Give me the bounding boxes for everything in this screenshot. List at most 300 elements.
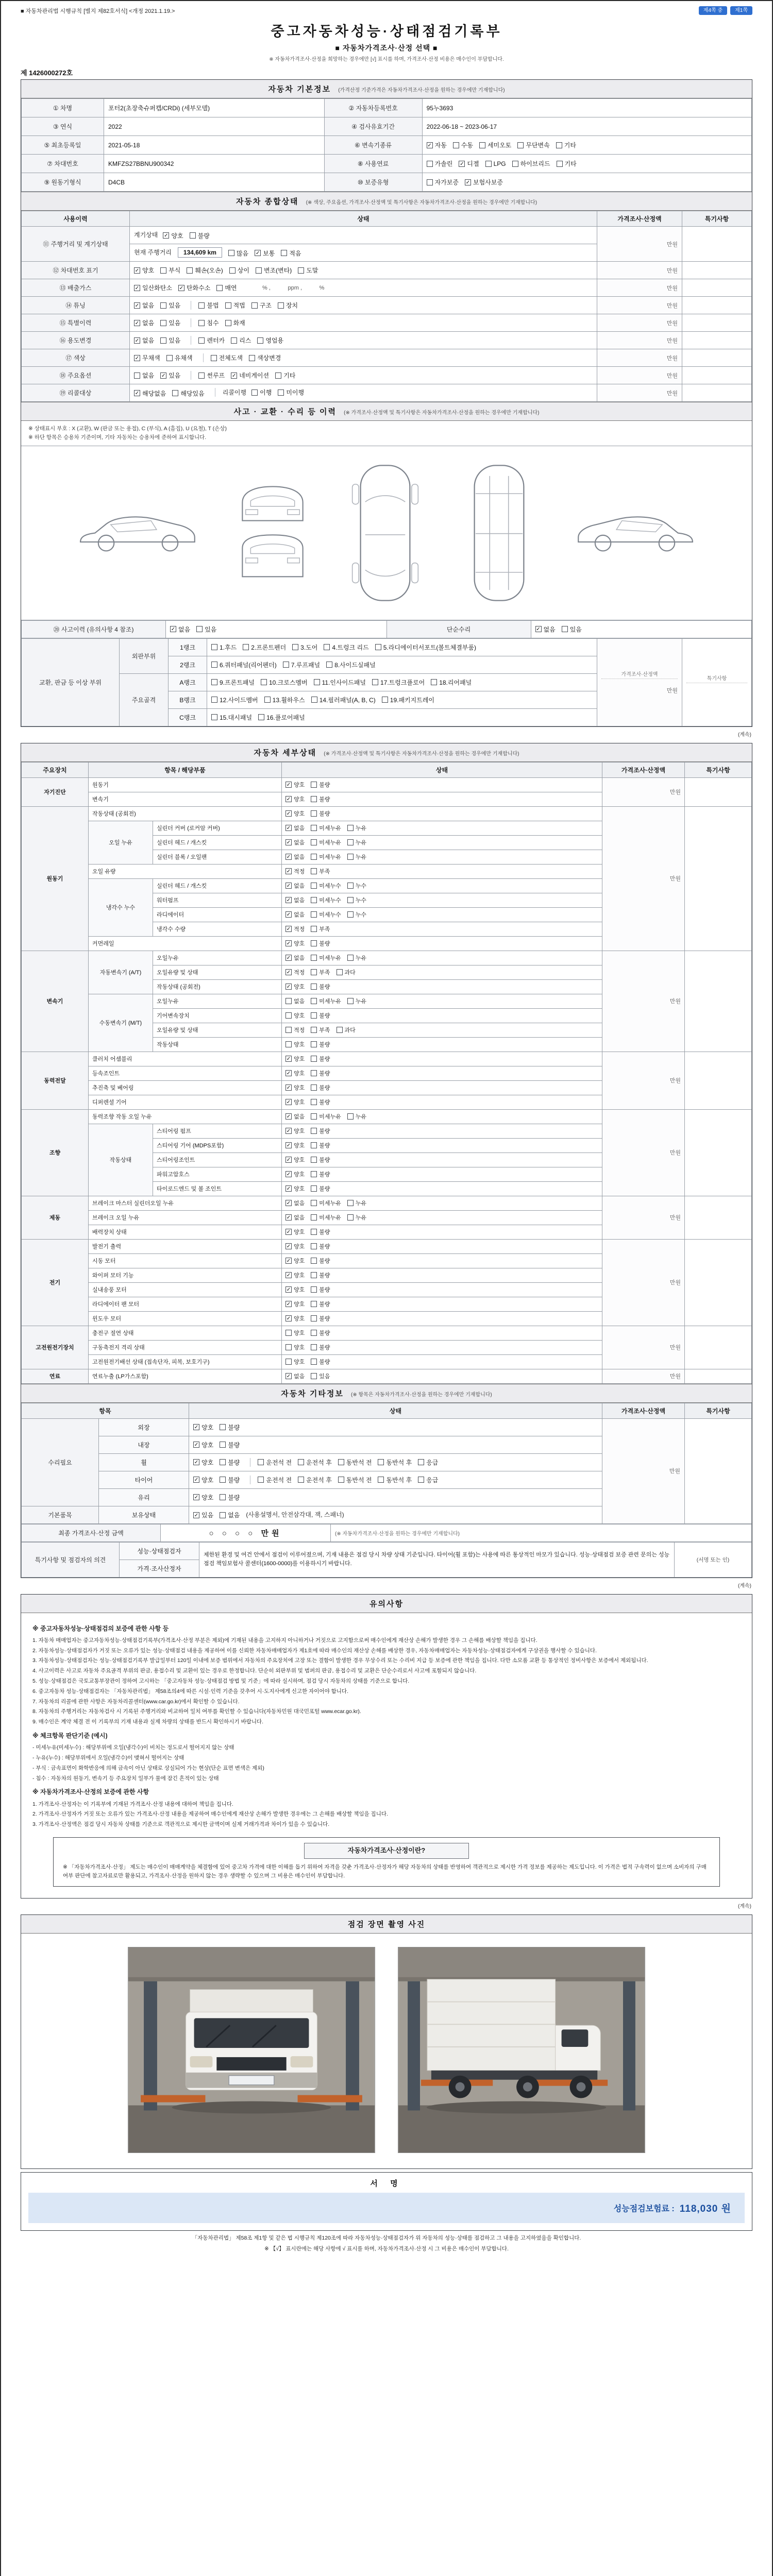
damage-code-legend-line2: ※ 하단 항목은 승용차 기준이며, 기타 자동차는 승용차에 준하여 표시합니다. [28, 434, 207, 440]
checkbox-box-icon [311, 839, 317, 845]
basic-info-body [21, 98, 752, 192]
sub-group-label: 수동변속기 (M/T) [89, 994, 153, 1052]
checkbox-label: 미세누유 [319, 955, 341, 962]
checkbox-label: 영업용 [265, 337, 284, 344]
checkbox-label: 양호 [294, 1172, 305, 1178]
row-value [130, 279, 597, 297]
section-etc-header [21, 1384, 752, 1403]
row-label: ① 차명 [22, 99, 104, 117]
item-state [282, 1297, 602, 1311]
checkbox-box-icon: ✓ [179, 285, 184, 291]
item-label: 고전원전기배선 상태 (접속단자, 피복, 보호기구) [89, 1354, 282, 1369]
checkbox-box-icon [257, 337, 263, 344]
checkbox-없음 [285, 1199, 305, 1207]
final-price-table [21, 1524, 752, 1542]
checkbox-label: 있음 [205, 625, 217, 633]
notice-item: 6. 중고자동차 성능·상태점검자는 「자동차관리법」 제58조의4에 따른 시설·인력 기준을 갖추어 시·도지사에게 신고한 자이어야 합니다. [32, 1688, 348, 1694]
checkbox-양호 [285, 1040, 305, 1048]
checkbox-label: 있음 [201, 1512, 214, 1519]
checkbox-불량 [311, 1083, 330, 1092]
checkbox-불량 [220, 1440, 240, 1449]
checkbox-box-icon: ✓ [286, 883, 291, 889]
checkbox-group [193, 1458, 246, 1467]
checkbox-양호 [285, 1011, 305, 1020]
checkbox-box-icon [311, 1214, 317, 1221]
continued-marker: (계속) [738, 732, 751, 738]
row-label: ⑭ 튜닝 [22, 297, 130, 314]
checkbox-box-icon: ✓ [286, 1215, 291, 1221]
checkbox-group [285, 1083, 337, 1092]
checkbox-label: 응급 [426, 1459, 439, 1466]
row-value [422, 173, 751, 192]
item-state [282, 1167, 602, 1181]
checkbox-label: 없음 [294, 1374, 305, 1380]
detail-condition-body [21, 762, 752, 1384]
notice-item: 3. 자동차성능·상태점검자는 성능·상태점검기록부 발급일부터 120일 이내에 보증 범위에서 자동차의 주요장치에 고장 또는 결함이 발생한 경우 무상수리 또는 수리비 지급 등 보증에 관한 책임을 집니다. 다만 소모품 교환 등 통상적인 정비사항은 보증에서 제외됩니다. [32, 1657, 648, 1664]
page1-card [21, 79, 752, 727]
checkbox-box-icon [311, 1243, 317, 1249]
item-label: 실린더 헤드 / 개스킷 [153, 878, 282, 893]
item-state [282, 1268, 602, 1282]
checkbox-label: 양호 [201, 1476, 214, 1484]
section-notice-title: 유의사항 [369, 1599, 404, 1608]
checkbox-group [250, 1458, 444, 1467]
checkbox-과다 [337, 1026, 356, 1034]
checkbox-불량 [311, 781, 330, 789]
checkbox-label: 수동 [461, 142, 473, 149]
checkbox-label: 동반석 후 [386, 1476, 412, 1484]
sub-group-label: 오일 누유 [89, 821, 153, 864]
price-unit: 만원 [669, 789, 681, 796]
table-row [22, 638, 752, 656]
item-label: 원동기 [89, 777, 282, 792]
checkbox-label: 누수 [355, 897, 367, 904]
price-cell [602, 1109, 685, 1196]
checkbox-동반석 전 [338, 1458, 372, 1467]
checkbox-6.쿼터패널(리어펜더) [211, 660, 277, 669]
checkbox-box-icon: ✓ [286, 1229, 291, 1235]
checkbox-적정 [285, 867, 305, 875]
table-row [22, 99, 752, 117]
checkbox-19.패키지트레이 [382, 696, 434, 704]
item-label: 스티어링조인트 [153, 1153, 282, 1167]
checkbox-box-icon [211, 697, 217, 703]
item-label: 브레이크 오일 누유 [89, 1210, 282, 1225]
checkbox-5.라디에이터서포트(볼트체결부품) [375, 643, 476, 652]
checkbox-label: 불법 [207, 302, 219, 309]
table-row [22, 314, 752, 332]
checkbox-box-icon [311, 1272, 317, 1278]
checkbox-group [285, 997, 373, 1005]
price-unit: 만원 [669, 876, 681, 883]
checkbox-label: 누수 [355, 883, 367, 890]
item-state [189, 1506, 602, 1523]
checkbox-label: 미세누유 [319, 825, 341, 832]
top-meta-row [21, 5, 752, 18]
table-row [22, 211, 752, 227]
checkbox-미이행 [278, 388, 304, 397]
checkbox-box-icon [311, 1229, 317, 1235]
note-cell [682, 297, 752, 314]
row-value [166, 620, 387, 638]
note-cell [685, 1369, 752, 1383]
checkbox-label: 없음 [142, 319, 155, 327]
checkbox-box-icon [382, 697, 388, 703]
row-label: ② 자동차등록번호 [324, 99, 422, 117]
item-state [282, 893, 602, 907]
item-label: 내장 [99, 1436, 189, 1453]
checkbox-box-icon [211, 644, 217, 650]
table-row [22, 1403, 752, 1418]
insurance-strip [28, 2193, 745, 2223]
price-unit: 만원 [666, 267, 678, 274]
checkbox-수동 [453, 141, 473, 149]
checkbox-box-icon [311, 1027, 317, 1033]
item-state [282, 1066, 602, 1080]
checkbox-불량 [311, 1098, 330, 1106]
checkbox-box-icon [225, 320, 231, 326]
checkbox-box-icon: ✓ [255, 250, 260, 257]
note-cell [685, 1052, 752, 1109]
notice-item: 9. 매수인은 계약 체결 전 이 기록부의 기재 내용과 실제 차량의 상태를 반드시 확인하시기 바랍니다. [32, 1719, 264, 1725]
checkbox-box-icon [275, 372, 281, 379]
checkbox-label: 양호 [294, 1258, 305, 1265]
checkbox-group [285, 824, 373, 832]
accident-flags-table [21, 620, 752, 638]
checkbox-box-icon [311, 1330, 317, 1336]
checkbox-적정 [285, 925, 305, 933]
price-cell [602, 1196, 685, 1239]
checkbox-box-icon: ✓ [286, 825, 291, 832]
checkbox-group [211, 713, 311, 722]
checkbox-group [285, 1372, 337, 1380]
checkbox-불량 [311, 1242, 330, 1250]
checkbox-미세누유 [311, 1199, 341, 1207]
checkbox-label: 없음 [294, 955, 305, 962]
checkbox-label: 기타 [283, 372, 296, 379]
checkbox-box-icon [211, 662, 217, 668]
checkbox-group [285, 910, 373, 919]
footer-legal-line2: ※ 【√】 표시란에는 해당 사항에 √ 표시를 하며, 자동차가격조사·산정 시 그 비용은 매수인이 부담합니다. [264, 2246, 509, 2252]
checkbox-group [191, 371, 301, 380]
price-unit: 만원 [669, 1280, 681, 1286]
checkbox-label: 불량 [319, 1273, 330, 1279]
checkbox-label: 미세누수 [319, 897, 341, 904]
checkbox-box-icon [264, 697, 271, 703]
checkbox-box-icon: ✓ [286, 1128, 291, 1134]
car-side-view-left-diagram [74, 505, 203, 561]
note-cell [682, 279, 752, 297]
checkbox-없음 [285, 824, 305, 832]
checkbox-label: 5.라디에이터서포트(볼트체결부품) [383, 643, 476, 651]
price-unit: 만원 [666, 285, 678, 292]
price-unit: 만원 [666, 302, 678, 309]
checkbox-label: 기타 [564, 142, 576, 149]
checkbox-box-icon [311, 697, 317, 703]
checkbox-label: 미세누유 [319, 1215, 341, 1222]
notice-item: - 침수 : 자동차의 원동기, 변속기 등 주요장치 일부가 물에 잠긴 흔적이 있는 상태 [32, 1775, 219, 1782]
checkbox-미세누유 [311, 838, 341, 846]
checkbox-box-icon [311, 1359, 317, 1365]
price-unit: 만원 [666, 355, 678, 362]
checkbox-무채색 [134, 353, 160, 362]
checkbox-양호 [285, 809, 305, 818]
col-header: 주요장치 [22, 762, 89, 777]
table-row [22, 1418, 752, 1436]
price-cell [602, 777, 685, 806]
checkbox-하이브리드 [512, 159, 550, 168]
checkbox-group [285, 1199, 373, 1207]
checkbox-label: 미세누유 [319, 1200, 341, 1207]
checkbox-box-icon: ✓ [286, 1287, 291, 1293]
checkbox-label: 없음 [294, 840, 305, 846]
checkbox-box-icon [311, 984, 317, 990]
checkbox-box-icon [251, 302, 258, 309]
checkbox-box-icon [283, 662, 289, 668]
checkbox-group [285, 1055, 337, 1063]
row-value [531, 620, 752, 638]
checkbox-box-icon: ✓ [286, 1258, 291, 1264]
checkbox-불량 [311, 1069, 330, 1077]
checkbox-불량 [311, 1343, 330, 1351]
checkbox-양호 [285, 1098, 305, 1106]
note-cell [685, 1418, 752, 1523]
checkbox-label: 누유 [355, 955, 367, 962]
checkbox-훼손(오손) [187, 266, 223, 275]
section-etc-title: 자동차 기타정보 [281, 1389, 344, 1398]
price-unit: 만원 [669, 1150, 681, 1157]
row-value [422, 136, 751, 155]
checkbox-렌터카 [198, 336, 225, 345]
checkbox-label: 적정 [294, 869, 305, 875]
checkbox-불량 [311, 1257, 330, 1265]
checkbox-group [535, 625, 588, 634]
checkbox-label: 누유 [355, 1200, 367, 1207]
checkbox-box-icon: ✓ [135, 285, 140, 291]
checkbox-16.플로어패널 [258, 713, 305, 722]
checkbox-box-icon: ✓ [286, 1143, 291, 1149]
checkbox-box-icon: ✓ [460, 161, 464, 167]
checkbox-group [285, 1184, 337, 1193]
checkbox-불량 [311, 939, 330, 947]
checkbox-box-icon [427, 179, 433, 185]
checkbox-label: 무채색 [142, 354, 160, 362]
checkbox-box-icon [198, 337, 205, 344]
checkbox-label: 양호 [201, 1459, 214, 1466]
checkbox-양호 [285, 1170, 305, 1178]
checkbox-group [285, 1285, 337, 1294]
checkbox-양호 [285, 1083, 305, 1092]
checkbox-label: 없음 [294, 912, 305, 919]
checkbox-label: 매연 [225, 284, 237, 292]
checkbox-누유 [347, 1199, 366, 1207]
checkbox-box-icon [211, 679, 217, 685]
checkbox-label: 도말 [306, 267, 318, 274]
checkbox-group [285, 968, 362, 976]
checkbox-불량 [311, 1329, 330, 1337]
checkbox-box-icon: ✓ [286, 840, 291, 846]
notice-heading: ※ 자동차가격조사·산정의 보증에 관한 사항 [32, 1788, 149, 1796]
checkbox-양호 [285, 1271, 305, 1279]
checkbox-있음 [562, 625, 582, 634]
checkbox-box-icon [220, 1512, 226, 1518]
checkbox-box-icon: ✓ [286, 955, 291, 961]
checkbox-label: 부족 [319, 869, 330, 875]
checkbox-양호 [285, 1228, 305, 1236]
checkbox-group [285, 795, 337, 803]
checkbox-양호 [285, 1156, 305, 1164]
checkbox-group [285, 1242, 337, 1250]
row-value: 95누3693 [422, 99, 751, 117]
item-label: 워터펌프 [153, 893, 282, 907]
checkbox-label: 양호 [294, 984, 305, 991]
checkbox-네비게이션 [231, 371, 269, 380]
checkbox-box-icon [281, 250, 287, 256]
table-row [22, 1052, 752, 1066]
row-value [130, 262, 597, 279]
checkbox-label: 미세누유 [319, 1114, 341, 1121]
checkbox-label: 응급 [426, 1476, 439, 1484]
checkbox-label: 불량 [228, 1423, 240, 1431]
checkbox-box-icon [311, 854, 317, 860]
checkbox-label: 불량 [319, 1128, 330, 1135]
continued-marker: (계속) [738, 1583, 751, 1589]
checkbox-label: 불량 [319, 1071, 330, 1077]
item-label: 실린더 헤드 / 개스킷 [153, 835, 282, 850]
checkbox-label: 적정 [294, 926, 305, 933]
checkbox-group [285, 1040, 337, 1048]
rank-label: B랭크 [169, 691, 207, 708]
note-cell [682, 384, 752, 402]
checkbox-label: 하이브리드 [520, 160, 550, 167]
row-value: 포터2(초장축슈퍼캡/CRDi) (세부모델) [104, 99, 325, 117]
checkbox-17.트렁크플로어 [372, 678, 425, 687]
checkbox-없음 [285, 910, 305, 919]
checkbox-label: 미세누유 [319, 854, 341, 861]
checkbox-불량 [311, 1156, 330, 1164]
checkbox-label: 누유 [355, 825, 367, 832]
checkbox-부족 [311, 968, 330, 976]
checkbox-누유 [347, 838, 366, 846]
row-label: ⑫ 차대번호 표기 [22, 262, 130, 279]
final-price-value: ○ ○ ○ ○ 만원 [161, 1524, 331, 1541]
checkbox-label: 불량 [319, 1099, 330, 1106]
checkbox-box-icon [311, 1185, 317, 1192]
checkbox-box-icon: ✓ [286, 1056, 291, 1062]
etc-info-body [21, 1403, 752, 1524]
checkbox-양호 [134, 266, 154, 275]
item-label: 와이퍼 모터 기능 [89, 1268, 282, 1282]
checkbox-label: 양호 [294, 796, 305, 803]
checkbox-group [285, 1026, 362, 1034]
item-state [189, 1453, 602, 1471]
checkbox-9.프론트패널 [211, 678, 255, 687]
row-value [130, 297, 597, 314]
checkbox-group [211, 696, 441, 704]
checkbox-box-icon [314, 679, 320, 685]
checkbox-box-icon [557, 161, 563, 167]
checkbox-box-icon: ✓ [286, 1172, 291, 1178]
checkbox-box-icon [311, 1200, 317, 1206]
row-label: 교환, 판금 등 이상 부위 [22, 638, 120, 726]
checkbox-group [134, 301, 187, 310]
checkbox-box-icon [556, 142, 562, 148]
table-row [22, 806, 752, 821]
table-row [22, 155, 752, 173]
checkbox-양호 [285, 1184, 305, 1193]
item-state [282, 1023, 602, 1037]
appraiser-label: 가격·조사산정자 [120, 1560, 199, 1577]
checkbox-label: 불량 [319, 1056, 330, 1063]
item-state [282, 936, 602, 951]
item-label: 발전기 출력 [89, 1239, 282, 1253]
item-state [282, 806, 602, 821]
checkbox-box-icon: ✓ [135, 337, 140, 344]
checkbox-label: 있음 [319, 1374, 330, 1380]
checkbox-무단변속 [517, 141, 549, 149]
checkbox-box-icon: ✓ [194, 1512, 199, 1518]
checkbox-label: 없음 [543, 625, 556, 633]
checkbox-label: 누유 [355, 840, 367, 846]
checkbox-있음 [196, 625, 216, 634]
row-value: KMFZS27BBNU900342 [104, 155, 325, 173]
table-row [22, 1524, 752, 1541]
checkbox-label: 3.도어 [300, 643, 318, 651]
checkbox-box-icon [211, 355, 217, 361]
checkbox-미세누유 [311, 1112, 341, 1121]
table-row [22, 1542, 752, 1560]
checkbox-기타 [275, 371, 295, 380]
checkbox-불량 [311, 1170, 330, 1178]
checkbox-box-icon [228, 250, 234, 256]
checkbox-box-icon [347, 911, 354, 918]
item-state [282, 1340, 602, 1354]
checkbox-box-icon [485, 161, 492, 167]
item-state [282, 979, 602, 994]
item-state [282, 1326, 602, 1340]
item-label: 기어변속장치 [153, 1008, 282, 1023]
checkbox-box-icon: ✓ [135, 267, 140, 274]
checkbox-group [211, 660, 382, 669]
inline-label: 현재 주행거리 [134, 249, 172, 257]
item-label: 배력장치 상태 [89, 1225, 282, 1239]
item-label: 타이어 [99, 1471, 189, 1488]
notice-body [21, 1613, 752, 1899]
row-value [130, 332, 597, 349]
checkbox-label: 변조(변타) [263, 267, 292, 274]
checkbox-label: 7.루프패널 [291, 661, 321, 669]
checkbox-box-icon: ✓ [286, 897, 291, 904]
checkbox-15.대시패널 [211, 713, 252, 722]
row-label: ⑦ 차대번호 [22, 155, 104, 173]
note-cell [682, 314, 752, 332]
checkbox-label: 디젤 [467, 160, 479, 167]
row-label: ⑱ 주요옵션 [22, 367, 130, 384]
price-unit: 만원 [669, 1374, 681, 1380]
notice-item: 4. 사고이력은 사고로 자동차 주요골격 부위의 판금, 용접수리 및 교환이 있는 경우로 한정합니다. 단순히 외판부위 및 범퍼의 판금, 용접수리 및 교환은 단순수리로서 사고에 포함되지 않습니다. [32, 1668, 477, 1674]
table-row [22, 1369, 752, 1383]
checkbox-자동 [427, 141, 447, 149]
checkbox-box-icon [337, 1027, 343, 1033]
checkbox-label: 양호 [201, 1423, 214, 1431]
checkbox-group [193, 1511, 246, 1519]
checkbox-group [285, 1300, 337, 1308]
row-label: ⑬ 배출가스 [22, 279, 130, 297]
item-label: 휠 [99, 1453, 189, 1471]
checkbox-label: 양호 [294, 1143, 305, 1149]
row-value [130, 384, 597, 402]
checkbox-label: 불량 [319, 1345, 330, 1351]
